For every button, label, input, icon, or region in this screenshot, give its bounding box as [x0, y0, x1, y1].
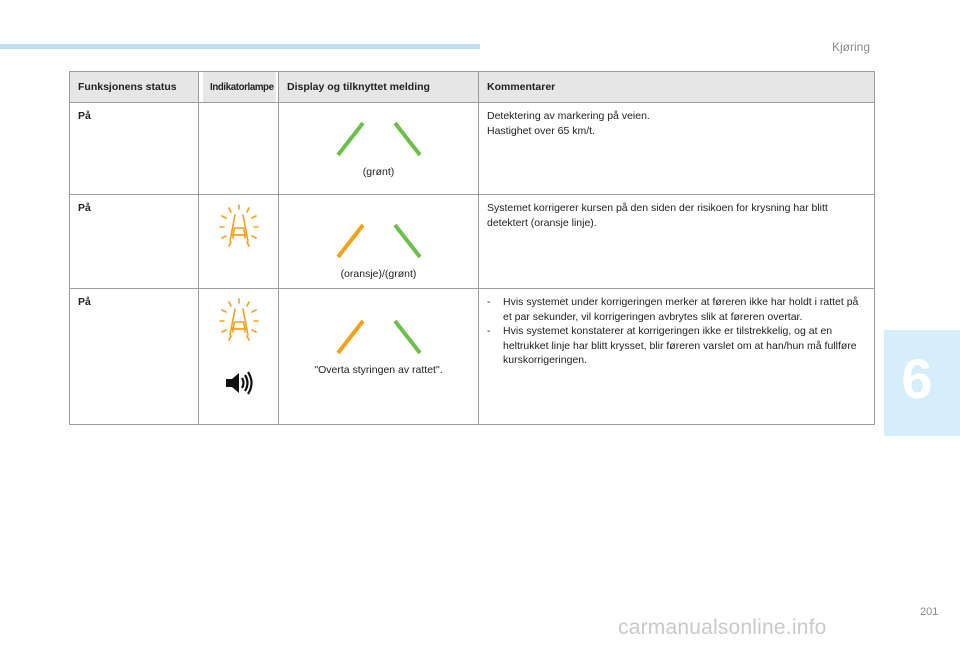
- comment-bullet-list: [487, 295, 866, 368]
- bullet-marker: -: [487, 325, 491, 337]
- table-row: [70, 103, 875, 195]
- bullet-text: Hvis systemet konstaterer at korrigeringen ikke er tilstrekkelig, og at en heltrukket linje har blitt krysset, blir føreren varslet om at han/hun må fullføre kurskorrigeringen.: [503, 325, 857, 366]
- status-text: På: [78, 202, 91, 214]
- chapter-number: 6: [901, 347, 933, 410]
- bullet-text: Hvis systemet under korrigeringen merker at føreren ikke har holdt i rattet på et par sekunder, vil korrigeringen avbrytes slik at føreren overtar.: [503, 296, 859, 323]
- column-header-display: Display og tilknyttet melding: [279, 72, 479, 103]
- table-row: [70, 289, 875, 425]
- column-header-indicator: Indikatorlampe: [202, 72, 276, 103]
- indicator-cell: [199, 103, 279, 195]
- section-title: Kjøring: [832, 40, 871, 54]
- chapter-tab: [884, 330, 960, 436]
- lane-warning-indicator-icon: [217, 203, 261, 249]
- status-text: På: [78, 296, 91, 308]
- indicator-cell: [199, 195, 279, 289]
- lane-line-orange-icon: [338, 225, 363, 257]
- lane-line-green-icon: [395, 321, 420, 353]
- comment-text: Systemet korrigerer kursen på den siden der risikoen for krysning har blitt detektert (oransje linje).: [487, 202, 828, 229]
- watermark: carmanualsonline.info: [618, 616, 827, 639]
- lane-lines-icon: [324, 117, 434, 159]
- column-header-comments: Kommentarer: [479, 72, 875, 103]
- status-cell: [70, 289, 199, 425]
- lane-line-green-icon: [395, 225, 420, 257]
- indicator-cell: [199, 289, 279, 425]
- lane-line-orange-icon: [338, 321, 363, 353]
- table-header-row: [70, 72, 875, 103]
- table-row: [70, 195, 875, 289]
- header-accent-bar: [0, 44, 480, 49]
- status-cell: [70, 103, 199, 195]
- comment-line: Detektering av markering på veien.: [487, 110, 650, 122]
- display-cell: [279, 289, 479, 425]
- column-header-status: Funksjonens status: [70, 72, 199, 103]
- list-item: [487, 324, 866, 368]
- speaker-sound-icon: [224, 369, 254, 397]
- display-caption: (oransje)/(grønt): [340, 268, 417, 280]
- comment-cell: [479, 103, 875, 195]
- display-caption: (grønt): [362, 166, 395, 178]
- list-item: [487, 295, 866, 324]
- lane-line-green-icon: [395, 123, 420, 155]
- display-cell: [279, 195, 479, 289]
- comment-cell: [479, 195, 875, 289]
- bullet-marker: -: [487, 296, 491, 308]
- lane-lines-icon: [324, 315, 434, 357]
- lane-lines-icon: [324, 219, 434, 261]
- display-caption: "Overta styringen av rattet".: [314, 364, 443, 376]
- status-text: På: [78, 110, 91, 122]
- comment-line: Hastighet over 65 km/t.: [487, 124, 595, 137]
- lane-line-green-icon: [338, 123, 363, 155]
- status-cell: [70, 195, 199, 289]
- lane-warning-indicator-icon: [217, 297, 261, 343]
- page-number: 201: [920, 606, 939, 618]
- comment-cell: [479, 289, 875, 425]
- display-cell: [279, 103, 479, 195]
- status-table: [69, 71, 875, 425]
